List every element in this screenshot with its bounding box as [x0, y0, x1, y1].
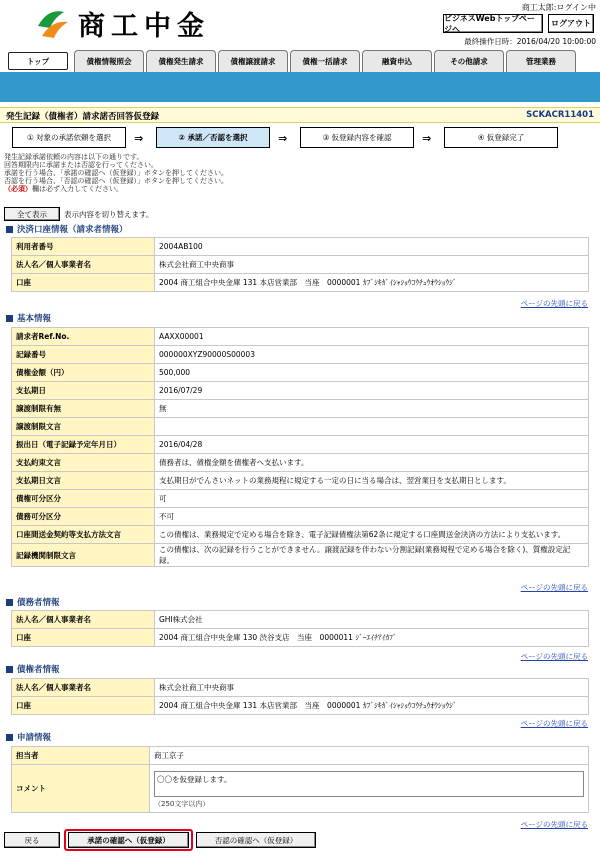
- field-value: この債権は、次の記録を行うことができません。譲渡記録を伴わない分割記録(業務規程で定める場合を除く)、質権設定記録。: [155, 544, 589, 567]
- field-value: 2004 商工組合中央金庫 131 本店営業部 当座 0000001 ｶﾌﾞｼｷｶﾞｲｼｬｼｮｳｺｳﾁｭｳｵｳｼｮｳｼﾞ: [155, 697, 589, 715]
- field-value: 不可: [155, 508, 589, 526]
- section-title: 申請情報: [17, 733, 52, 743]
- creditor-table: [11, 678, 589, 715]
- section-debtor: [6, 596, 60, 608]
- field-value: AAXX00001: [155, 328, 589, 346]
- table-row: [12, 346, 589, 364]
- field-value: この債権は、業務規定で定める場合を除き、電子記録債権法第62条に規定する口座間送金決済の方法により支払います。: [155, 526, 589, 544]
- field-value: 債務者は、債権金額を債権者へ支払います。: [155, 454, 589, 472]
- instruction-line: 承諾を行う場合、「承諾の確認へ（仮登録）」ボタンを押してください。: [4, 169, 228, 177]
- field-value: 2004 商工組合中央金庫 130 渋谷支店 当座 0000011 ｼﾞｰｴｲﾁｱｲｶﾌﾞ: [155, 629, 589, 647]
- tab-other[interactable]: その他請求: [434, 50, 504, 72]
- section-marker-icon: [6, 734, 13, 741]
- table-row: [12, 238, 589, 256]
- section-marker-icon: [6, 315, 13, 322]
- required-mark: （必須）: [4, 185, 32, 193]
- field-value: 2016/04/28: [155, 436, 589, 454]
- section-marker-icon: [6, 599, 13, 606]
- field-value: 000000XYZ90000S00003: [155, 346, 589, 364]
- table-row: [12, 611, 589, 629]
- logo-text: 商工中金: [78, 11, 210, 42]
- section-basic: [6, 312, 51, 324]
- table-row: [12, 328, 589, 346]
- instruction-line: 発生記録承諾依頼の内容は以下の通りです。: [4, 153, 144, 161]
- field-label: 支払期日: [12, 382, 155, 400]
- section-title: 決済口座情報（請求者情報）: [17, 225, 128, 235]
- table-row: [12, 256, 589, 274]
- required-note-text: 欄は必ず入力してください。: [32, 185, 123, 193]
- field-label: 法人名／個人事業者名: [12, 256, 155, 274]
- step-4: ④ 仮登録完了: [444, 127, 558, 148]
- table-row: [12, 454, 589, 472]
- table-row: [12, 490, 589, 508]
- field-label: 担当者: [12, 747, 150, 765]
- basic-table: [11, 327, 589, 567]
- field-label: 記録機関制限文言: [12, 544, 155, 567]
- table-row: [12, 274, 589, 292]
- field-label: コメント: [12, 765, 150, 813]
- tab-admin[interactable]: 管理業務: [506, 50, 576, 72]
- show-all-description: 表示内容を切り替えます。: [64, 210, 154, 219]
- section-settlement: [6, 223, 128, 235]
- table-row: [12, 526, 589, 544]
- step-arrow-icon: ⇒: [134, 132, 144, 145]
- main-tabs: [0, 50, 600, 72]
- back-button[interactable]: 戻る: [4, 832, 60, 848]
- table-row: [12, 472, 589, 490]
- approve-confirm-button[interactable]: 承諾の確認へ（仮登録）: [68, 832, 189, 848]
- field-label: 支払期日文言: [12, 472, 155, 490]
- comment-limit: （250文字以内）: [154, 799, 210, 808]
- step-arrow-icon: ⇒: [422, 132, 432, 145]
- show-all-button[interactable]: 全て表示: [4, 207, 60, 221]
- tab-transfer[interactable]: 債権譲渡請求: [218, 50, 288, 72]
- field-label: 債務可分区分: [12, 508, 155, 526]
- step-2: ② 承諾／否認を選択: [156, 127, 270, 148]
- section-marker-icon: [6, 666, 13, 673]
- table-row: [12, 436, 589, 454]
- approve-button-highlight: [64, 829, 193, 851]
- field-value: 2004AB100: [155, 238, 589, 256]
- user-status: 商工太郎:ログイン中: [521, 3, 596, 12]
- field-value: 商工京子: [150, 747, 589, 765]
- instructions: [4, 153, 304, 193]
- step-3: ③ 仮登録内容を確認: [300, 127, 414, 148]
- comment-cell: [150, 765, 589, 813]
- back-to-top-link[interactable]: ページの先頭に戻る: [520, 719, 588, 728]
- deny-confirm-button[interactable]: 否認の確認へ（仮登録）: [196, 832, 316, 848]
- field-label: 利用者番号: [12, 238, 155, 256]
- back-to-top-link[interactable]: ページの先頭に戻る: [520, 299, 588, 308]
- field-value: 500,000: [155, 364, 589, 382]
- table-row: [12, 382, 589, 400]
- table-row: [12, 697, 589, 715]
- tab-issuance[interactable]: 債権発生請求: [146, 50, 216, 72]
- debtor-table: [11, 610, 589, 647]
- tab-bulk[interactable]: 債権一括請求: [290, 50, 360, 72]
- field-value: 支払期日がでんさいネットの業務規程に規定する一定の日に当る場合は、翌営業日を支払期日とします。: [155, 472, 589, 490]
- section-marker-icon: [6, 226, 13, 233]
- field-value: GHI株式会社: [155, 611, 589, 629]
- back-to-top-link[interactable]: ページの先頭に戻る: [520, 583, 588, 592]
- settlement-table: [11, 237, 589, 292]
- field-label: 振出日（電子記録予定年月日）: [12, 436, 155, 454]
- field-value: 2004 商工組合中央金庫 131 本店営業部 当座 0000001 ｶﾌﾞｼｷｶﾞｲｼｬｼｮｳｺｳﾁｭｳｵｳｼｮｳｼﾞ: [155, 274, 589, 292]
- field-label: 譲渡制限文言: [12, 418, 155, 436]
- applicant-table: [11, 746, 589, 813]
- page-title-bar: [0, 107, 600, 123]
- field-label: 請求者Ref.No.: [12, 328, 155, 346]
- table-row: [12, 629, 589, 647]
- logo: [34, 4, 210, 43]
- section-applicant: [6, 731, 51, 743]
- back-to-top-link[interactable]: ページの先頭に戻る: [520, 820, 588, 829]
- tab-loan[interactable]: 融資申込: [362, 50, 432, 72]
- step-1: ① 対象の承諾依頼を選択: [12, 127, 126, 148]
- field-label: 口座: [12, 697, 155, 715]
- field-label: 譲渡制限有無: [12, 400, 155, 418]
- field-value: 株式会社商工中央商事: [155, 256, 589, 274]
- table-row: [12, 679, 589, 697]
- header: [0, 0, 600, 50]
- logout-button[interactable]: ログアウト: [548, 14, 594, 33]
- table-row: [12, 765, 589, 813]
- tab-inquiry[interactable]: 債権情報照会: [74, 50, 144, 72]
- accent-bar: [0, 72, 600, 102]
- table-row: [12, 508, 589, 526]
- section-creditor: [6, 663, 60, 675]
- table-row: [12, 747, 589, 765]
- field-label: 口座: [12, 274, 155, 292]
- field-value: 2016/07/29: [155, 382, 589, 400]
- table-row: [12, 400, 589, 418]
- required-note: [4, 185, 304, 193]
- field-label: 法人名／個人事業者名: [12, 679, 155, 697]
- section-title: 債権者情報: [17, 665, 60, 675]
- tab-top[interactable]: トップ: [8, 52, 68, 70]
- last-operation-time: 最終操作日時：2016/04/20 10:00:00: [464, 37, 596, 46]
- instruction-line: 回答期限内に承諾または否認を行ってください。: [4, 161, 158, 169]
- table-row: [12, 364, 589, 382]
- top-page-button[interactable]: ビジネスWebトップページへ: [443, 14, 543, 33]
- field-value: 無: [155, 400, 589, 418]
- field-value: 株式会社商工中央商事: [155, 679, 589, 697]
- step-arrow-icon: ⇒: [278, 132, 288, 145]
- field-label: 債権可分区分: [12, 490, 155, 508]
- field-value: 可: [155, 490, 589, 508]
- comment-textarea[interactable]: [154, 771, 584, 797]
- page-title: 発生記録（債権者）請求諾否回答仮登録: [6, 112, 160, 122]
- table-row: [12, 418, 589, 436]
- field-label: 債権金額（円）: [12, 364, 155, 382]
- back-to-top-link[interactable]: ページの先頭に戻る: [520, 652, 588, 661]
- field-label: 口座間送金契約等支払方法文言: [12, 526, 155, 544]
- field-label: 支払約束文言: [12, 454, 155, 472]
- section-title: 基本情報: [17, 314, 52, 324]
- field-value: [155, 418, 589, 436]
- field-label: 法人名／個人事業者名: [12, 611, 155, 629]
- table-row: [12, 544, 589, 567]
- screen-code: SCKACR11401: [526, 110, 594, 120]
- instruction-line: 否認を行う場合、「否認の確認へ（仮登録）」ボタンを押してください。: [4, 177, 228, 185]
- field-label: 記録番号: [12, 346, 155, 364]
- logo-mark-icon: [34, 6, 70, 42]
- section-title: 債務者情報: [17, 598, 60, 608]
- field-label: 口座: [12, 629, 155, 647]
